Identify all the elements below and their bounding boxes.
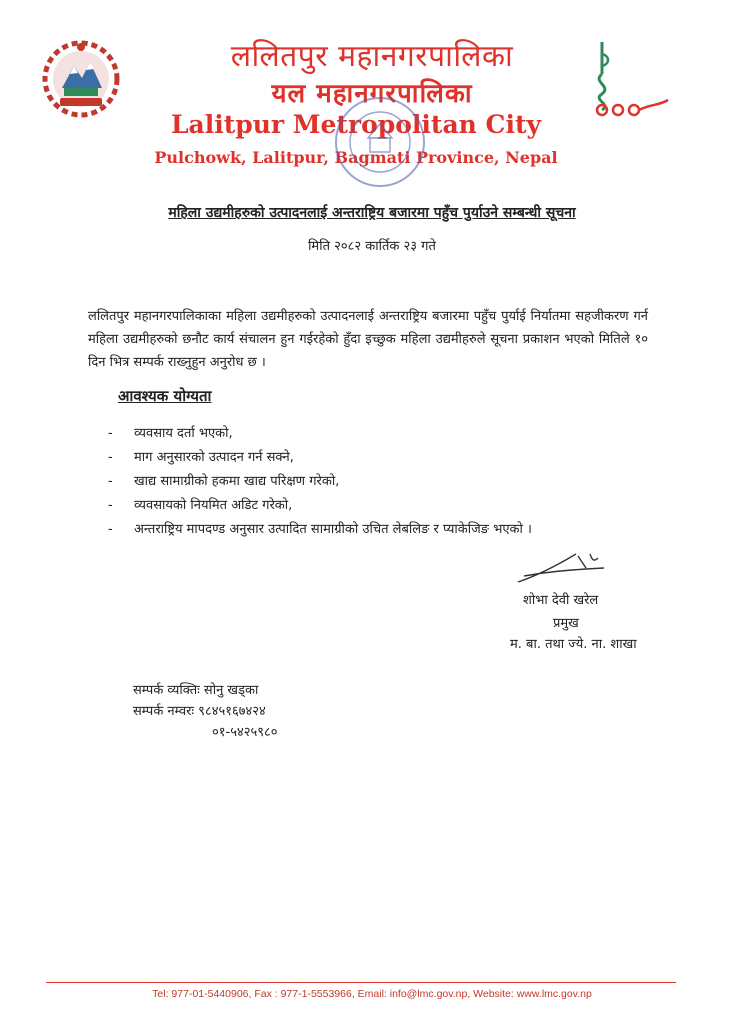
signatory-name: शोभा देवी खरेल — [523, 593, 599, 608]
title-newari: यल महानगरपालिका — [271, 79, 473, 109]
office-stamp-icon — [330, 92, 430, 192]
notice-body: ललितपुर महानगरपालिकाका महिला उद्यमीहरुको उत्पादनलाई अन्तराष्ट्रिय बजारमा पहुँच पुर्याई निर्यातमा सहजीकरण गर्न महिला उद्यमीहरुको छनौट कार्य संचालन हुन गईरहेको हुँदा इच्छुक महिला उद्यमीहरुले सूचना प्रकाशन भएको मितिले १० दिन भित्र सम्पर्क राख्नुहुन अनुरोध छ । — [88, 309, 648, 370]
requirement-text: व्यवसायको नियमित अडिट गरेको, — [134, 498, 293, 513]
requirement-text: माग अनुसारको उत्पादन गर्न सक्ने, — [134, 450, 294, 465]
signature-icon — [516, 548, 606, 588]
contact-number: सम्पर्क नम्वरः ९८४५१६७४२४ — [133, 704, 266, 719]
list-item: - व्यवसायको नियमित अडिट गरेको, — [108, 498, 293, 513]
signatory-role: प्रमुख — [553, 616, 579, 631]
requirements-list — [108, 422, 648, 542]
address: Pulchowk, Lalitpur, Bagmati Province, Nepal — [154, 148, 558, 167]
title-nepali: ललितपुर महानगरपालिका — [230, 39, 514, 74]
notice-subject: महिला उद्यमीहरुको उत्पादनलाई अन्तराष्ट्रिय बजारमा पहुँच पुर्याउने सम्बन्धी सूचना — [168, 205, 576, 221]
requirements-heading: आवश्यक योग्यता — [118, 387, 212, 405]
list-item: - माग अनुसारको उत्पादन गर्न सक्ने, — [108, 450, 294, 465]
requirement-text: अन्तराष्ट्रिय मापदण्ड अनुसार उत्पादित सामाग्रीको उचित लेबलिङ र प्याकेजिङ भएको । — [134, 522, 532, 537]
contact-number-secondary: ०१-५४२५९८० — [212, 725, 278, 740]
requirement-text: व्यवसाय दर्ता भएको, — [134, 426, 233, 441]
footer-divider — [46, 982, 676, 983]
list-item: - अन्तराष्ट्रिय मापदण्ड अनुसार उत्पादित सामाग्रीको उचित लेबलिङ र प्याकेजिङ भएको । — [108, 522, 532, 537]
footer-contact: Tel: 977-01-5440906, Fax : 977-1-5553966, Email: info@lmc.gov.np, Website: www.lmc.gov.np — [152, 988, 592, 1000]
list-item: - व्यवसाय दर्ता भएको, — [108, 426, 233, 441]
contact-person: सम्पर्क व्यक्तिः सोनु खड्का — [133, 683, 259, 698]
signatory-department: म. बा. तथा ज्ये. ना. शाखा — [510, 637, 637, 652]
notice-date: मिति २०८२ कार्तिक २३ गते — [308, 239, 436, 254]
requirement-text: खाद्य सामाग्रीको हकमा खाद्य परिक्षण गरेको, — [134, 474, 340, 489]
list-item: - खाद्य सामाग्रीको हकमा खाद्य परिक्षण गरेको, — [108, 474, 340, 489]
title-english: Lalitpur Metropolitan City — [170, 110, 542, 139]
